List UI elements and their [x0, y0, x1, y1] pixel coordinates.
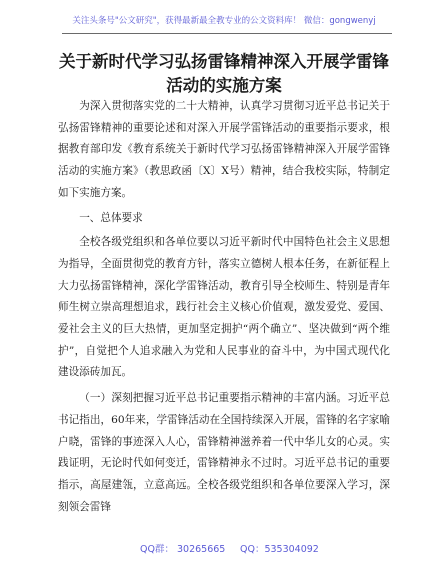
paragraph-intro: 为深入贯彻落实党的二十大精神，认真学习贯彻习近平总书记关于弘扬雷锋精神的重要论述和对深入开展学雷锋活动的重要指示要求，根据教育部印发《教育系统关于新时代学习弘扬雷锋精神深入开展学雷锋活动的实施方案》（教思政函〔X〕X号）精神，结合我校实际，特制定如下实施方案。 [58, 100, 390, 199]
paragraph-general-requirements: 全校各级党组织和各单位要以习近平新时代中国特色社会主义思想为指导，全面贯彻党的教育方针，落实立德树人根本任务，在新征程上大力弘扬雷锋精神，深化学雷锋活动，教育引导全校师生、特别是青年师生树立崇高理想追求，践行社会主义核心价值观，激发爱党、爱国、爱社会主义的巨大热情，更加坚定拥护“两个确立”、坚决做到“两个维护”，自觉把个人追求融入为党和人民事业的奋斗中，为中国式现代化建设添砖加瓦。 [58, 236, 390, 379]
document-body [58, 96, 390, 518]
footer-qq-contact: QQ：535304092 [240, 544, 319, 555]
document-title [48, 50, 400, 98]
title-line-2: 活动的实施方案 [166, 76, 282, 95]
paragraph-subsection-1: （一）深刻把握习近平总书记重要指示精神的丰富内涵。习近平总书记指出，60年来，学雷锋活动在全国持续深入开展，雷锋的名字家喻户晓，雷锋的事迹深入人心，雷锋精神滋养着一代中华儿女的心灵。实践证明，无论时代如何变迁，雷锋精神永不过时。习近平总书记的重要指示，高屋建瓴，立意高远。全校各级党组织和各单位要深入学习，深刻领会雷锋 [58, 392, 390, 513]
header-divider [62, 33, 392, 34]
section-heading: 一、总体要求 [79, 211, 143, 224]
header-banner: 关注头条号"公文研究"，获得最新最全教专业的公文资料库！ 微信：gongwenyj [72, 16, 376, 26]
title-line-1: 关于新时代学习弘扬雷锋精神深入开展学雷锋 [59, 52, 389, 71]
footer-qq-group: QQ群： 30265665 [140, 544, 226, 555]
